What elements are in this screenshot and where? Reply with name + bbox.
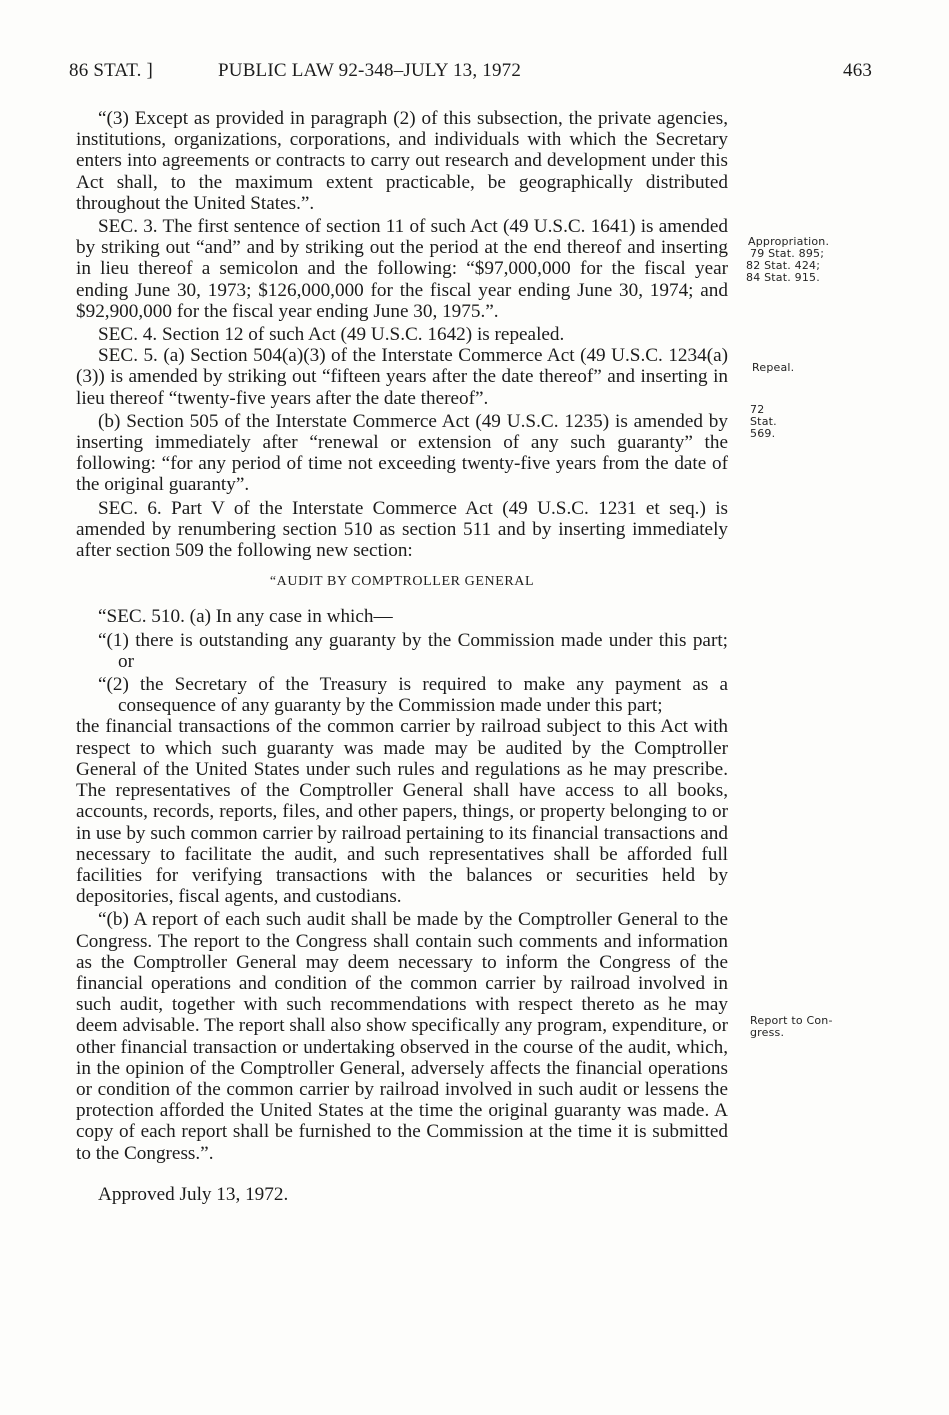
section-3-appropriation: SEC. 3. The first sentence of section 11 of such Act (49 U.S.C. 1641) is amended by striking out “and” and by striking out the period at the end thereof and inserting in lieu thereof a semicolon and the following: “$97,000,000 for the fiscal year ending June 30, 1973; $126,000,000 for the fiscal year ending June 30, 1974; and $92,900,000 for the fiscal year ending June 30, 1975.”. [76, 216, 728, 322]
margin-note-appropriation: Appropriation. 79 Stat. 895; 82 Stat. 424; 84 Stat. 915. [746, 235, 830, 284]
section-510a-intro: “SEC. 510. (a) In any case in which— [98, 606, 393, 628]
section-heading-audit: “AUDIT BY COMPTROLLER GENERAL [269, 574, 535, 590]
section-510a-item-1: “(1) there is outstanding any guaranty by the Commission made under this part; or [98, 629, 728, 672]
section-4-repeal: SEC. 4. Section 12 of such Act (49 U.S.C. 1642) is repealed. [98, 324, 565, 346]
paragraph-3-geographic-distribution: “(3) Except as provided in paragraph (2) of this subsection, the private agencies, institutions, organizations, corporations, and individuals with which the Secretary enters into agreements or contracts to carry out research and development under this Act shall, to the maximum extent practicable, be geographically distributed throughout the United States.”. [76, 108, 728, 214]
running-header-title: PUBLIC LAW 92-348–JULY 13, 1972 [218, 60, 522, 81]
section-510a-item-2: “(2) the Secretary of the Treasury is required to make any payment as a consequence of any guaranty by the Commission made under this part; [98, 674, 728, 717]
section-6-new-section: SEC. 6. Part V of the Interstate Commerce Act (49 U.S.C. 1231 et seq.) is amended by renumbering section 510 as section 511 and by inserting immediately after section 509 the following new section: [76, 497, 728, 562]
statute-body [76, 108, 728, 1205]
section-5b-renewal: (b) Section 505 of the Interstate Commerce Act (49 U.S.C. 1235) is amended by inserting immediately after “renewal or extension of any such guaranty” the following: “for any period of time not exceeding twenty-five years from the date of the original guaranty”. [76, 410, 728, 496]
margin-note-report-to-congress: Report to Con- gress. [750, 1014, 833, 1039]
running-header-stat: 86 STAT. ] [69, 60, 154, 81]
margin-note-72-stat-569: 72 Stat. 569. [750, 403, 777, 440]
margin-note-repeal: Repeal. [752, 361, 795, 374]
section-510b-report: “(b) A report of each such audit shall be made by the Comptroller General to the Congress. The report to the Congress shall contain such comments and information as the Comptroller General may deem necessary to inform the Congress of the financial operations and condition of the common carrier by railroad involved in such audit, together with such recommendations with respect thereto as he may deem advisable. The report shall also show specifically any program, expenditure, or other financial transaction or undertaking observed in the course of the audit, which, in the opinion of the Comptroller General, adversely affects the financial operations or condition of the common carrier by railroad involved in such audit or lessens the protection afforded the United States at the time the original guaranty was made. A copy of each report shall be furnished to the Commission at the time it is submitted to the Congress.”. [76, 909, 728, 1164]
section-5a-guaranty-term: SEC. 5. (a) Section 504(a)(3) of the Interstate Commerce Act (49 U.S.C. 1234(a)(3)) is amended by striking out “fifteen years after the date thereof” and inserting in lieu thereof “twenty-five years after the date thereof”. [76, 345, 728, 409]
approval-date: Approved July 13, 1972. [98, 1183, 289, 1205]
page-number: 463 [843, 60, 873, 81]
section-510a-continuation: the financial transactions of the common carrier by railroad subject to this Act with respect to which such guaranty was made may be audited by the Comptroller General of the United States under such rules and regulations as he may prescribe. The representatives of the Comptroller General shall have access to all books, accounts, records, reports, files, and other papers, things, or property belonging to or in use by such common carrier by railroad pertaining to its financial transactions and necessary to facilitate the audit, and such representatives shall be afforded full facilities for verifying transactions with the balances or securities held by depositories, fiscal agents, and custodians. [76, 716, 728, 908]
